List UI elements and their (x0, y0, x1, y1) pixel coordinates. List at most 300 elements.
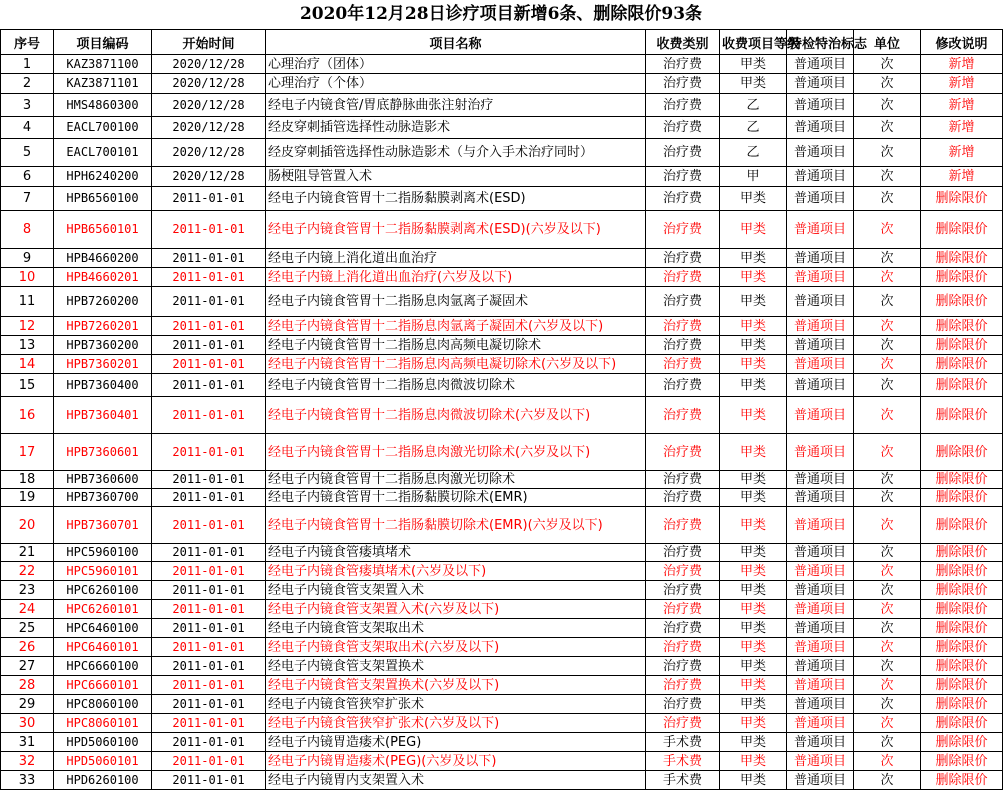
cell-date[interactable]: 2011-01-01 (152, 771, 266, 790)
cell-date[interactable]: 2020/12/28 (152, 74, 266, 94)
table-row[interactable] (1, 167, 1003, 187)
cell-unit[interactable]: 次 (854, 771, 921, 790)
table-row[interactable] (1, 355, 1003, 374)
table-row[interactable] (1, 471, 1003, 489)
cell-no[interactable]: 17 (1, 434, 54, 471)
cell-note[interactable]: 删除限价 (921, 562, 1003, 581)
cell-date[interactable]: 2011-01-01 (152, 434, 266, 471)
cell-date[interactable]: 2020/12/28 (152, 117, 266, 139)
table-row[interactable] (1, 94, 1003, 117)
cell-level[interactable]: 甲类 (720, 489, 787, 507)
cell-date[interactable]: 2011-01-01 (152, 733, 266, 752)
cell-category[interactable]: 治疗费 (646, 94, 720, 117)
cell-note[interactable]: 删除限价 (921, 771, 1003, 790)
cell-code[interactable]: KAZ3871101 (54, 74, 152, 94)
cell-code[interactable]: EACL700101 (54, 139, 152, 167)
cell-code[interactable]: HPH6240200 (54, 167, 152, 187)
cell-note[interactable]: 新增 (921, 94, 1003, 117)
col-header-level[interactable]: 收费项目等级 (720, 30, 787, 55)
cell-no[interactable]: 29 (1, 695, 54, 714)
cell-name[interactable]: 经电子内镜食管/胃底静脉曲张注射治疗 (266, 94, 646, 117)
cell-no[interactable]: 24 (1, 600, 54, 619)
col-header-unit[interactable]: 单位 (854, 30, 921, 55)
table-row[interactable] (1, 489, 1003, 507)
table-row[interactable] (1, 139, 1003, 167)
table-row[interactable] (1, 374, 1003, 397)
cell-note[interactable]: 删除限价 (921, 507, 1003, 544)
cell-no[interactable]: 27 (1, 657, 54, 676)
table-row[interactable] (1, 74, 1003, 94)
cell-unit[interactable]: 次 (854, 638, 921, 657)
cell-flag[interactable]: 普通项目 (787, 544, 854, 562)
cell-flag[interactable]: 普通项目 (787, 249, 854, 268)
cell-level[interactable]: 甲类 (720, 562, 787, 581)
cell-no[interactable]: 20 (1, 507, 54, 544)
cell-no[interactable]: 1 (1, 55, 54, 74)
cell-flag[interactable]: 普通项目 (787, 268, 854, 287)
cell-level[interactable]: 甲类 (720, 317, 787, 336)
cell-flag[interactable]: 普通项目 (787, 94, 854, 117)
cell-code[interactable]: HPC6660100 (54, 657, 152, 676)
col-header-name[interactable]: 项目名称 (266, 30, 646, 55)
cell-note[interactable]: 删除限价 (921, 355, 1003, 374)
cell-note[interactable]: 删除限价 (921, 287, 1003, 317)
cell-code[interactable]: HPC6460101 (54, 638, 152, 657)
cell-note[interactable]: 删除限价 (921, 619, 1003, 638)
cell-category[interactable]: 治疗费 (646, 249, 720, 268)
cell-flag[interactable]: 普通项目 (787, 355, 854, 374)
cell-flag[interactable]: 普通项目 (787, 507, 854, 544)
cell-unit[interactable]: 次 (854, 336, 921, 355)
cell-unit[interactable]: 次 (854, 268, 921, 287)
cell-note[interactable]: 新增 (921, 167, 1003, 187)
table-row[interactable] (1, 249, 1003, 268)
cell-flag[interactable]: 普通项目 (787, 771, 854, 790)
cell-no[interactable]: 16 (1, 397, 54, 434)
cell-flag[interactable]: 普通项目 (787, 139, 854, 167)
cell-level[interactable]: 甲类 (720, 74, 787, 94)
cell-flag[interactable]: 普通项目 (787, 638, 854, 657)
cell-name[interactable]: 经电子内镜食管支架置换术 (266, 657, 646, 676)
cell-flag[interactable]: 普通项目 (787, 657, 854, 676)
cell-category[interactable]: 治疗费 (646, 355, 720, 374)
table-row[interactable] (1, 55, 1003, 74)
table-row[interactable] (1, 397, 1003, 434)
cell-category[interactable]: 治疗费 (646, 374, 720, 397)
cell-flag[interactable]: 普通项目 (787, 471, 854, 489)
cell-date[interactable]: 2011-01-01 (152, 507, 266, 544)
cell-category[interactable]: 治疗费 (646, 211, 720, 249)
cell-flag[interactable]: 普通项目 (787, 733, 854, 752)
cell-category[interactable]: 手术费 (646, 771, 720, 790)
cell-code[interactable]: HPC6460100 (54, 619, 152, 638)
cell-code[interactable]: HPB7360700 (54, 489, 152, 507)
cell-name[interactable]: 经电子内镜食管胃十二指肠黏膜剥离术(ESD) (266, 187, 646, 211)
cell-unit[interactable]: 次 (854, 317, 921, 336)
cell-flag[interactable]: 普通项目 (787, 489, 854, 507)
table-row[interactable] (1, 211, 1003, 249)
cell-no[interactable]: 6 (1, 167, 54, 187)
cell-category[interactable]: 治疗费 (646, 657, 720, 676)
cell-category[interactable]: 治疗费 (646, 187, 720, 211)
cell-note[interactable]: 删除限价 (921, 676, 1003, 695)
cell-name[interactable]: 经电子内镜食管胃十二指肠黏膜切除术(EMR)(六岁及以下) (266, 507, 646, 544)
cell-flag[interactable]: 普通项目 (787, 714, 854, 733)
cell-name[interactable]: 经电子内镜食管胃十二指肠黏膜切除术(EMR) (266, 489, 646, 507)
table-row[interactable] (1, 676, 1003, 695)
cell-date[interactable]: 2011-01-01 (152, 695, 266, 714)
cell-unit[interactable]: 次 (854, 471, 921, 489)
cell-name[interactable]: 经电子内镜食管支架置换术(六岁及以下) (266, 676, 646, 695)
cell-category[interactable]: 治疗费 (646, 287, 720, 317)
cell-category[interactable]: 治疗费 (646, 714, 720, 733)
cell-flag[interactable]: 普通项目 (787, 187, 854, 211)
cell-level[interactable]: 甲类 (720, 507, 787, 544)
cell-no[interactable]: 25 (1, 619, 54, 638)
cell-note[interactable]: 删除限价 (921, 397, 1003, 434)
table-row[interactable] (1, 619, 1003, 638)
cell-category[interactable]: 治疗费 (646, 695, 720, 714)
cell-code[interactable]: HPB7360200 (54, 336, 152, 355)
cell-code[interactable]: HPB7360600 (54, 471, 152, 489)
cell-unit[interactable]: 次 (854, 489, 921, 507)
cell-name[interactable]: 经电子内镜食管胃十二指肠息肉微波切除术(六岁及以下) (266, 397, 646, 434)
cell-date[interactable]: 2011-01-01 (152, 638, 266, 657)
cell-name[interactable]: 经电子内镜上消化道出血治疗(六岁及以下) (266, 268, 646, 287)
cell-level[interactable]: 甲类 (720, 187, 787, 211)
col-header-code[interactable]: 项目编码 (54, 30, 152, 55)
cell-level[interactable]: 甲类 (720, 752, 787, 771)
cell-level[interactable]: 甲类 (720, 55, 787, 74)
cell-date[interactable]: 2011-01-01 (152, 249, 266, 268)
cell-category[interactable]: 治疗费 (646, 434, 720, 471)
cell-unit[interactable]: 次 (854, 434, 921, 471)
table-row[interactable] (1, 695, 1003, 714)
cell-level[interactable]: 甲类 (720, 336, 787, 355)
table-row[interactable] (1, 544, 1003, 562)
cell-date[interactable]: 2011-01-01 (152, 397, 266, 434)
cell-unit[interactable]: 次 (854, 714, 921, 733)
cell-note[interactable]: 删除限价 (921, 638, 1003, 657)
cell-category[interactable]: 治疗费 (646, 471, 720, 489)
cell-level[interactable]: 甲类 (720, 471, 787, 489)
cell-name[interactable]: 经皮穿刺插管选择性动脉造影术（与介入手术治疗同时） (266, 139, 646, 167)
cell-code[interactable]: HPC8060100 (54, 695, 152, 714)
cell-no[interactable]: 19 (1, 489, 54, 507)
cell-no[interactable]: 10 (1, 268, 54, 287)
cell-note[interactable]: 删除限价 (921, 317, 1003, 336)
cell-category[interactable]: 治疗费 (646, 676, 720, 695)
cell-date[interactable]: 2011-01-01 (152, 374, 266, 397)
cell-date[interactable]: 2011-01-01 (152, 657, 266, 676)
cell-code[interactable]: KAZ3871100 (54, 55, 152, 74)
cell-no[interactable]: 11 (1, 287, 54, 317)
cell-date[interactable]: 2011-01-01 (152, 268, 266, 287)
cell-name[interactable]: 经皮穿刺插管选择性动脉造影术 (266, 117, 646, 139)
cell-flag[interactable]: 普通项目 (787, 336, 854, 355)
col-header-date[interactable]: 开始时间 (152, 30, 266, 55)
table-row[interactable] (1, 117, 1003, 139)
table-row[interactable] (1, 581, 1003, 600)
cell-note[interactable]: 删除限价 (921, 374, 1003, 397)
cell-level[interactable]: 甲类 (720, 268, 787, 287)
cell-level[interactable]: 甲类 (720, 581, 787, 600)
cell-flag[interactable]: 普通项目 (787, 167, 854, 187)
cell-code[interactable]: HPC6260100 (54, 581, 152, 600)
cell-unit[interactable]: 次 (854, 287, 921, 317)
cell-date[interactable]: 2011-01-01 (152, 581, 266, 600)
cell-flag[interactable]: 普通项目 (787, 374, 854, 397)
col-header-note[interactable]: 修改说明 (921, 30, 1003, 55)
cell-note[interactable]: 删除限价 (921, 714, 1003, 733)
cell-flag[interactable]: 普通项目 (787, 562, 854, 581)
cell-note[interactable]: 删除限价 (921, 581, 1003, 600)
cell-note[interactable]: 删除限价 (921, 489, 1003, 507)
cell-flag[interactable]: 普通项目 (787, 600, 854, 619)
cell-unit[interactable]: 次 (854, 695, 921, 714)
table-row[interactable] (1, 714, 1003, 733)
cell-date[interactable]: 2020/12/28 (152, 94, 266, 117)
cell-no[interactable]: 5 (1, 139, 54, 167)
cell-unit[interactable]: 次 (854, 507, 921, 544)
cell-date[interactable]: 2011-01-01 (152, 544, 266, 562)
cell-date[interactable]: 2011-01-01 (152, 287, 266, 317)
cell-code[interactable]: HPB7360601 (54, 434, 152, 471)
cell-note[interactable]: 删除限价 (921, 187, 1003, 211)
cell-level[interactable]: 甲类 (720, 714, 787, 733)
cell-no[interactable]: 2 (1, 74, 54, 94)
cell-name[interactable]: 经电子内镜食管支架取出术 (266, 619, 646, 638)
cell-level[interactable]: 甲类 (720, 676, 787, 695)
cell-code[interactable]: HPC5960100 (54, 544, 152, 562)
cell-code[interactable]: HPB7360201 (54, 355, 152, 374)
cell-code[interactable]: HPB7260201 (54, 317, 152, 336)
table-row[interactable] (1, 434, 1003, 471)
col-header-flag[interactable]: 特检特治标志 (787, 30, 854, 55)
cell-note[interactable]: 删除限价 (921, 695, 1003, 714)
table-row[interactable] (1, 771, 1003, 790)
cell-category[interactable]: 治疗费 (646, 117, 720, 139)
cell-category[interactable]: 治疗费 (646, 74, 720, 94)
cell-date[interactable]: 2011-01-01 (152, 336, 266, 355)
cell-unit[interactable]: 次 (854, 600, 921, 619)
cell-note[interactable]: 删除限价 (921, 544, 1003, 562)
cell-unit[interactable]: 次 (854, 619, 921, 638)
cell-date[interactable]: 2011-01-01 (152, 562, 266, 581)
cell-flag[interactable]: 普通项目 (787, 397, 854, 434)
cell-no[interactable]: 3 (1, 94, 54, 117)
cell-level[interactable]: 甲 (720, 167, 787, 187)
cell-name[interactable]: 经电子内镜食管胃十二指肠黏膜剥离术(ESD)(六岁及以下) (266, 211, 646, 249)
cell-note[interactable]: 删除限价 (921, 268, 1003, 287)
cell-code[interactable]: HPC8060101 (54, 714, 152, 733)
cell-note[interactable]: 删除限价 (921, 657, 1003, 676)
cell-unit[interactable]: 次 (854, 676, 921, 695)
table-row[interactable] (1, 336, 1003, 355)
table-row[interactable] (1, 638, 1003, 657)
col-header-category[interactable]: 收费类别 (646, 30, 720, 55)
cell-name[interactable]: 经电子内镜胃造瘘术(PEG)(六岁及以下) (266, 752, 646, 771)
cell-code[interactable]: HPD6260100 (54, 771, 152, 790)
cell-unit[interactable]: 次 (854, 374, 921, 397)
cell-flag[interactable]: 普通项目 (787, 317, 854, 336)
cell-category[interactable]: 治疗费 (646, 619, 720, 638)
cell-code[interactable]: HPB7260200 (54, 287, 152, 317)
cell-category[interactable]: 治疗费 (646, 397, 720, 434)
cell-name[interactable]: 心理治疗（团体） (266, 55, 646, 74)
cell-category[interactable]: 治疗费 (646, 55, 720, 74)
cell-name[interactable]: 经电子内镜食管瘘填堵术 (266, 544, 646, 562)
cell-flag[interactable]: 普通项目 (787, 211, 854, 249)
cell-note[interactable]: 新增 (921, 55, 1003, 74)
cell-unit[interactable]: 次 (854, 211, 921, 249)
cell-name[interactable]: 经电子内镜食管胃十二指肠息肉微波切除术 (266, 374, 646, 397)
cell-name[interactable]: 经电子内镜食管支架置入术(六岁及以下) (266, 600, 646, 619)
cell-date[interactable]: 2011-01-01 (152, 317, 266, 336)
cell-code[interactable]: HPB6560100 (54, 187, 152, 211)
cell-no[interactable]: 12 (1, 317, 54, 336)
cell-code[interactable]: HPB4660200 (54, 249, 152, 268)
cell-level[interactable]: 甲类 (720, 397, 787, 434)
cell-code[interactable]: HPB7360401 (54, 397, 152, 434)
cell-date[interactable]: 2020/12/28 (152, 167, 266, 187)
cell-date[interactable]: 2020/12/28 (152, 139, 266, 167)
cell-note[interactable]: 删除限价 (921, 733, 1003, 752)
cell-no[interactable]: 31 (1, 733, 54, 752)
table-row[interactable] (1, 733, 1003, 752)
cell-name[interactable]: 经电子内镜食管胃十二指肠息肉氩离子凝固术 (266, 287, 646, 317)
cell-category[interactable]: 治疗费 (646, 317, 720, 336)
cell-no[interactable]: 14 (1, 355, 54, 374)
cell-flag[interactable]: 普通项目 (787, 117, 854, 139)
cell-code[interactable]: HPD5060101 (54, 752, 152, 771)
cell-no[interactable]: 30 (1, 714, 54, 733)
cell-unit[interactable]: 次 (854, 74, 921, 94)
col-header-no[interactable]: 序号 (1, 30, 54, 55)
cell-name[interactable]: 经电子内镜食管胃十二指肠息肉高频电凝切除术 (266, 336, 646, 355)
cell-note[interactable]: 删除限价 (921, 211, 1003, 249)
cell-date[interactable]: 2011-01-01 (152, 600, 266, 619)
cell-unit[interactable]: 次 (854, 249, 921, 268)
cell-flag[interactable]: 普通项目 (787, 581, 854, 600)
table-row[interactable] (1, 317, 1003, 336)
cell-unit[interactable]: 次 (854, 752, 921, 771)
cell-level[interactable]: 甲类 (720, 771, 787, 790)
cell-category[interactable]: 治疗费 (646, 638, 720, 657)
cell-date[interactable]: 2011-01-01 (152, 489, 266, 507)
cell-code[interactable]: HPB7360400 (54, 374, 152, 397)
cell-no[interactable]: 4 (1, 117, 54, 139)
cell-unit[interactable]: 次 (854, 544, 921, 562)
cell-unit[interactable]: 次 (854, 187, 921, 211)
cell-category[interactable]: 治疗费 (646, 139, 720, 167)
cell-level[interactable]: 甲类 (720, 638, 787, 657)
cell-code[interactable]: HMS4860300 (54, 94, 152, 117)
cell-note[interactable]: 新增 (921, 74, 1003, 94)
cell-category[interactable]: 手术费 (646, 733, 720, 752)
cell-category[interactable]: 治疗费 (646, 507, 720, 544)
cell-name[interactable]: 经电子内镜食管狭窄扩张术(六岁及以下) (266, 714, 646, 733)
cell-no[interactable]: 8 (1, 211, 54, 249)
cell-date[interactable]: 2011-01-01 (152, 355, 266, 374)
cell-no[interactable]: 21 (1, 544, 54, 562)
cell-level[interactable]: 甲类 (720, 374, 787, 397)
cell-unit[interactable]: 次 (854, 55, 921, 74)
cell-name[interactable]: 经电子内镜食管胃十二指肠息肉氩离子凝固术(六岁及以下) (266, 317, 646, 336)
cell-name[interactable]: 经电子内镜食管胃十二指肠息肉激光切除术 (266, 471, 646, 489)
cell-code[interactable]: HPD5060100 (54, 733, 152, 752)
cell-category[interactable]: 治疗费 (646, 562, 720, 581)
table-row[interactable] (1, 657, 1003, 676)
cell-date[interactable]: 2011-01-01 (152, 714, 266, 733)
cell-unit[interactable]: 次 (854, 117, 921, 139)
cell-date[interactable]: 2020/12/28 (152, 55, 266, 74)
cell-no[interactable]: 28 (1, 676, 54, 695)
cell-date[interactable]: 2011-01-01 (152, 752, 266, 771)
cell-category[interactable]: 治疗费 (646, 489, 720, 507)
cell-level[interactable]: 乙 (720, 139, 787, 167)
cell-name[interactable]: 心理治疗（个体） (266, 74, 646, 94)
cell-flag[interactable]: 普通项目 (787, 695, 854, 714)
cell-note[interactable]: 删除限价 (921, 336, 1003, 355)
cell-no[interactable]: 23 (1, 581, 54, 600)
cell-level[interactable]: 甲类 (720, 211, 787, 249)
cell-name[interactable]: 经电子内镜上消化道出血治疗 (266, 249, 646, 268)
cell-category[interactable]: 治疗费 (646, 581, 720, 600)
cell-level[interactable]: 甲类 (720, 600, 787, 619)
table-row[interactable] (1, 187, 1003, 211)
cell-name[interactable]: 肠梗阻导管置入术 (266, 167, 646, 187)
cell-code[interactable]: HPB7360701 (54, 507, 152, 544)
cell-level[interactable]: 甲类 (720, 733, 787, 752)
cell-flag[interactable]: 普通项目 (787, 676, 854, 695)
cell-note[interactable]: 删除限价 (921, 752, 1003, 771)
cell-category[interactable]: 治疗费 (646, 544, 720, 562)
cell-name[interactable]: 经电子内镜食管胃十二指肠息肉高频电凝切除术(六岁及以下) (266, 355, 646, 374)
cell-code[interactable]: HPC5960101 (54, 562, 152, 581)
cell-no[interactable]: 33 (1, 771, 54, 790)
cell-category[interactable]: 手术费 (646, 752, 720, 771)
cell-name[interactable]: 经电子内镜食管狭窄扩张术 (266, 695, 646, 714)
table-row[interactable] (1, 507, 1003, 544)
cell-name[interactable]: 经电子内镜胃造瘘术(PEG) (266, 733, 646, 752)
cell-flag[interactable]: 普通项目 (787, 752, 854, 771)
table-row[interactable] (1, 268, 1003, 287)
cell-category[interactable]: 治疗费 (646, 600, 720, 619)
cell-level[interactable]: 甲类 (720, 619, 787, 638)
cell-unit[interactable]: 次 (854, 397, 921, 434)
cell-unit[interactable]: 次 (854, 562, 921, 581)
cell-level[interactable]: 甲类 (720, 249, 787, 268)
cell-category[interactable]: 治疗费 (646, 268, 720, 287)
cell-no[interactable]: 7 (1, 187, 54, 211)
cell-unit[interactable]: 次 (854, 94, 921, 117)
cell-name[interactable]: 经电子内镜食管支架取出术(六岁及以下) (266, 638, 646, 657)
cell-note[interactable]: 新增 (921, 117, 1003, 139)
cell-level[interactable]: 甲类 (720, 287, 787, 317)
cell-note[interactable]: 删除限价 (921, 600, 1003, 619)
cell-date[interactable]: 2011-01-01 (152, 471, 266, 489)
cell-no[interactable]: 9 (1, 249, 54, 268)
cell-flag[interactable]: 普通项目 (787, 434, 854, 471)
cell-name[interactable]: 经电子内镜食管胃十二指肠息肉激光切除术(六岁及以下) (266, 434, 646, 471)
cell-level[interactable]: 甲类 (720, 355, 787, 374)
cell-unit[interactable]: 次 (854, 167, 921, 187)
cell-date[interactable]: 2011-01-01 (152, 619, 266, 638)
cell-code[interactable]: HPB4660201 (54, 268, 152, 287)
cell-unit[interactable]: 次 (854, 581, 921, 600)
cell-flag[interactable]: 普通项目 (787, 619, 854, 638)
